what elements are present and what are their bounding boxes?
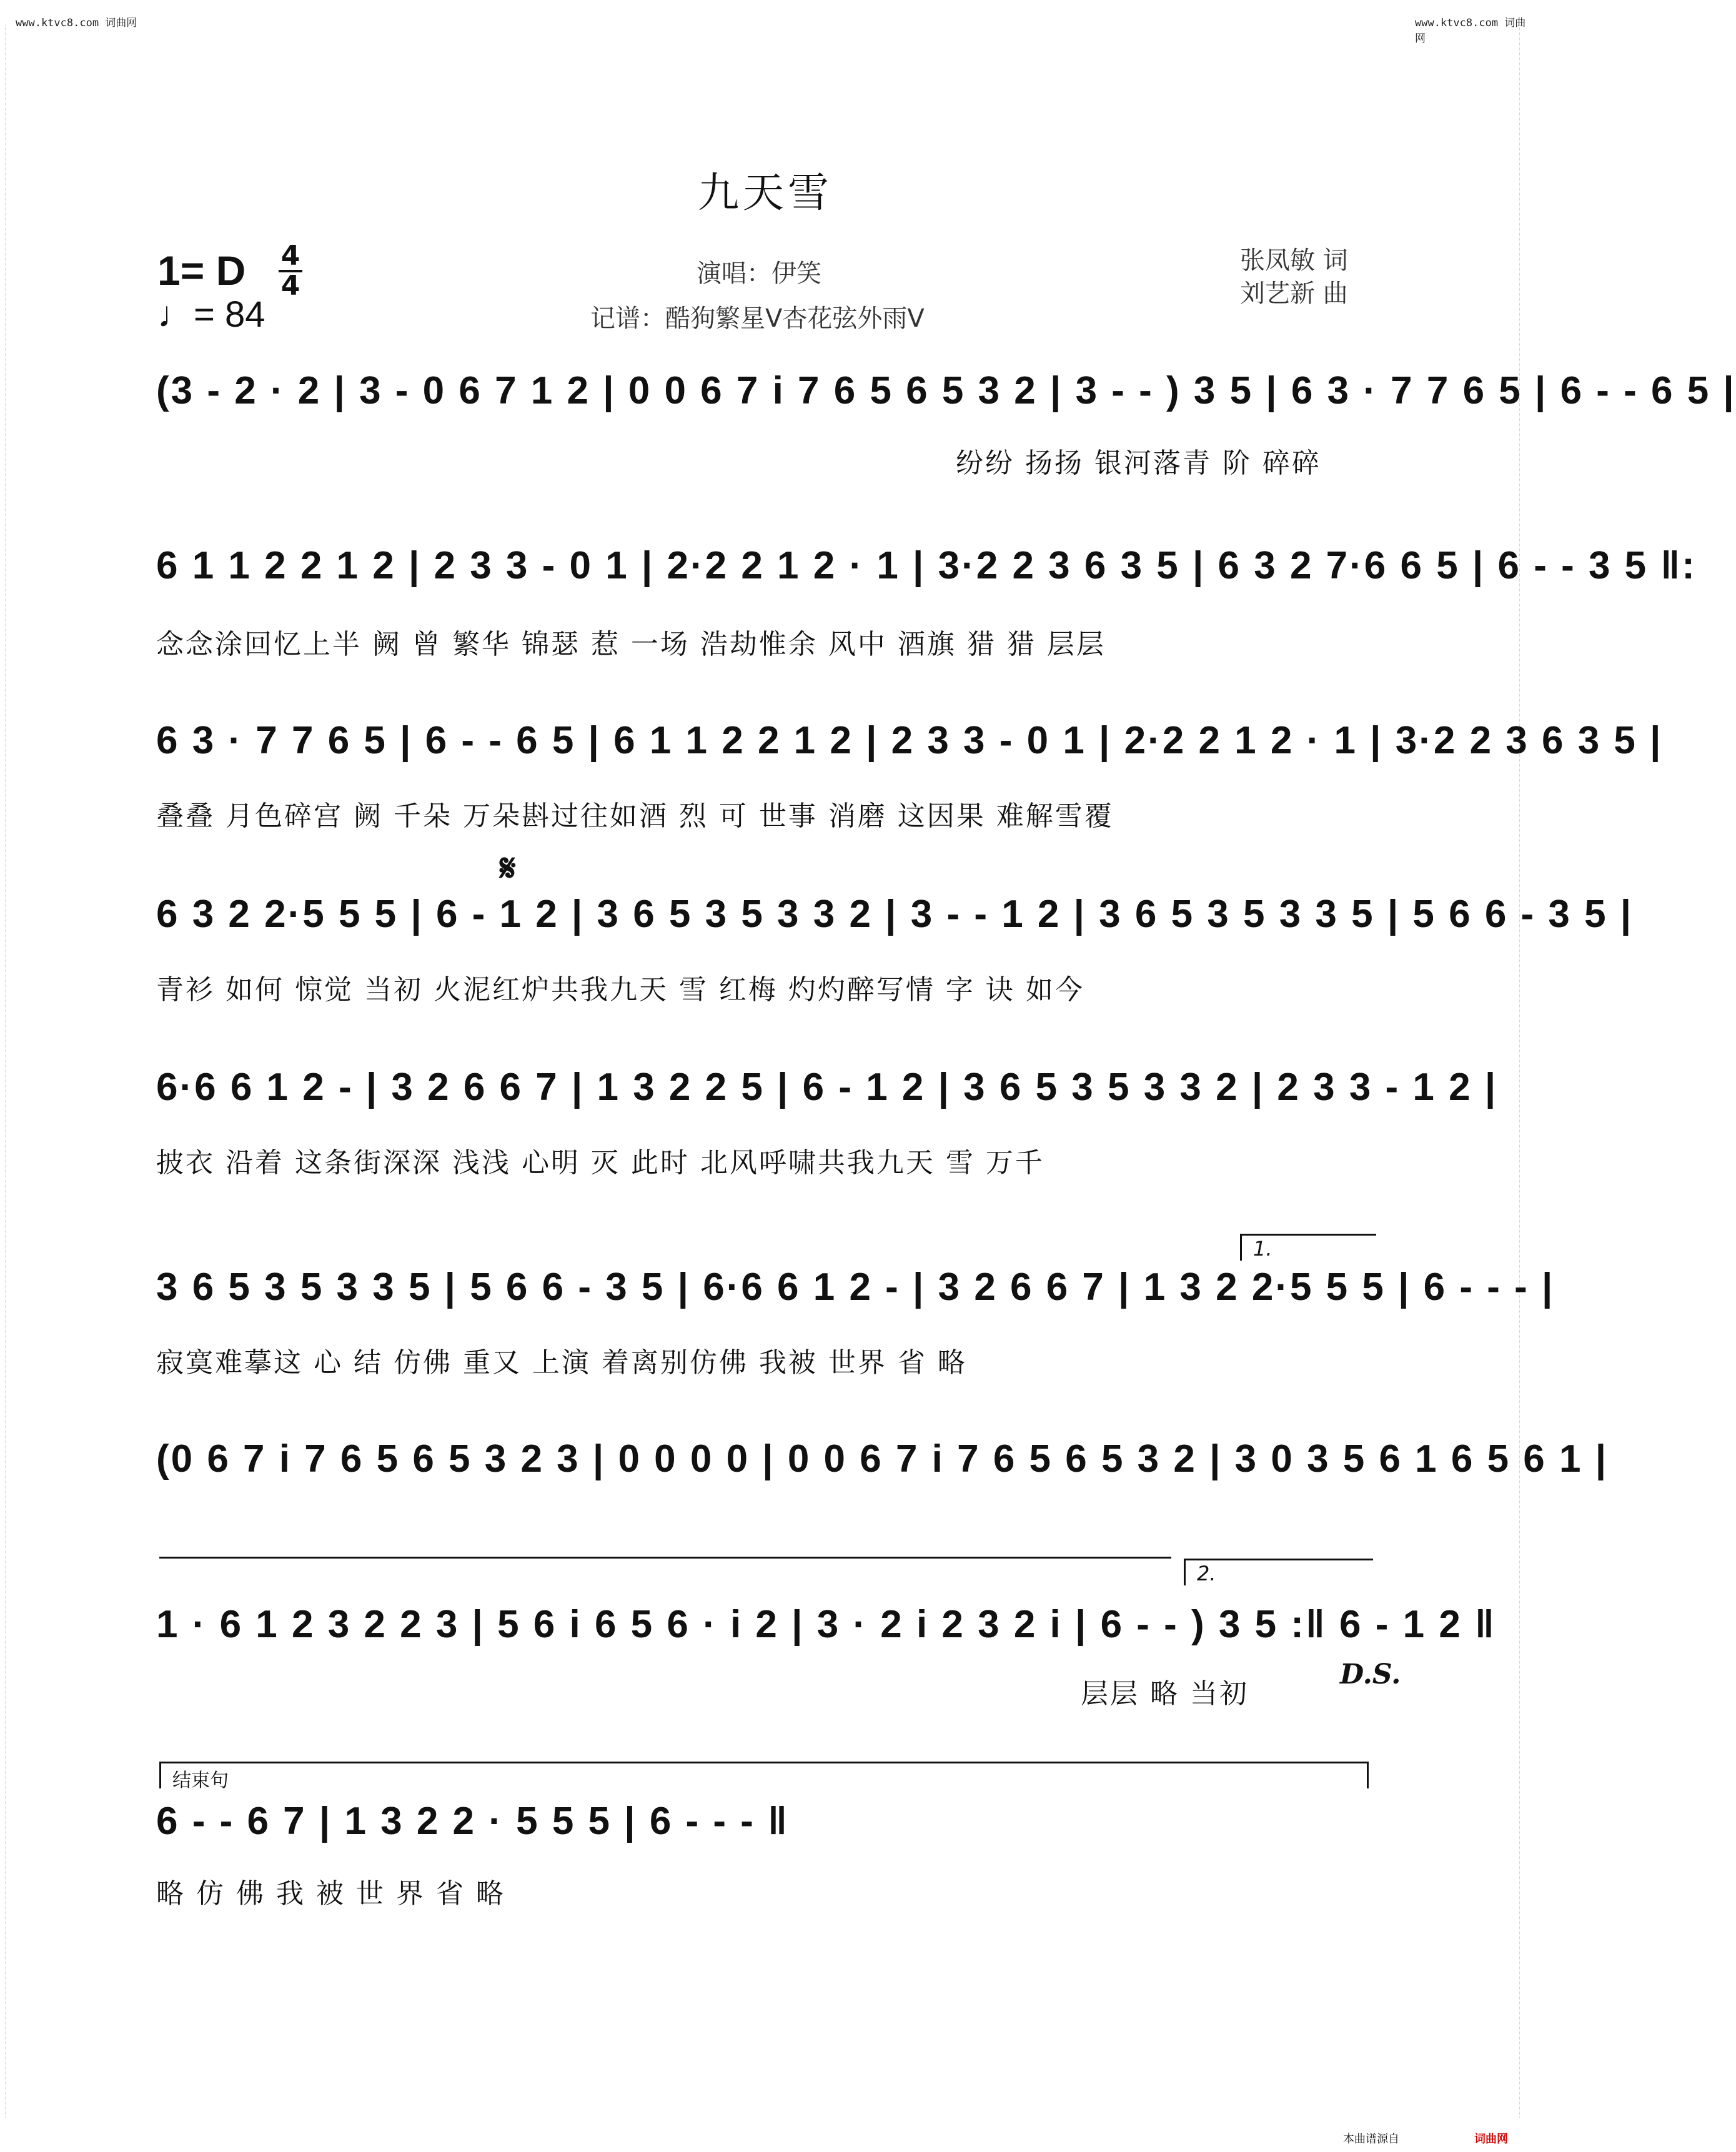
- notation-line-8: 1 · 6 1 2 3 2 2 3 | 5 6 i 6 5 6 · i 2 | 3 · 2 i 2 3 2 i | 6 - - ) 3 5 :‖ 6 - 1 2 ‖: [156, 1603, 1496, 1646]
- song-title: 九天雪: [698, 169, 833, 217]
- coda-bracket: [159, 1762, 1369, 1792]
- interlude-bracket: [159, 1557, 1171, 1559]
- time-signature-top: 4: [280, 240, 300, 272]
- header-site-left: www.ktvc8.com 词曲网: [16, 17, 137, 29]
- time-signature-bottom: 4: [279, 270, 302, 300]
- lyric-line-5: 披衣 沿着 这条街深深 浅浅 心明 灭 此时 北风呼啸共我九天 雪 万千: [156, 1147, 1044, 1179]
- segno-sign: 𝄋: [500, 846, 516, 890]
- coda-label: 结束句: [172, 1770, 229, 1792]
- scribe-credit: 记谱：酷狗繁星V杏花弦外雨V: [590, 304, 925, 333]
- volta-2-bracket: [1184, 1559, 1373, 1585]
- lyric-line-4: 青衫 如何 惊觉 当初 火泥红炉共我九天 雪 红梅 灼灼醉写情 字 诀 如今: [156, 974, 1084, 1006]
- notation-line-3: 6 3 · 7 7 6 5 | 6 - - 6 5 | 6 1 1 2 2 1 2 | 2 3 3 - 0 1 | 2·2 2 1 2 · 1 | 3·2 2 3 6 3 5 |: [156, 719, 1663, 762]
- lyric-line-3: 叠叠 月色碎宫 阙 千朵 万朵斟过往如酒 烈 可 世事 消磨 这因果 难解雪覆: [156, 800, 1114, 832]
- watermark-strip-right: [1519, 25, 1526, 2118]
- lyric-line-9: 略 仿 佛 我 被 世 界 省 略: [156, 1878, 505, 1910]
- watermark-strip-left: [5, 25, 12, 2118]
- volta-2-label: 2.: [1197, 1562, 1216, 1585]
- lyric-line-6: 寂寞难摹这 心 结 仿佛 重又 上演 着离别仿佛 我被 世界 省 略: [156, 1347, 967, 1379]
- notation-line-6: 3 6 5 3 5 3 3 5 | 5 6 6 - 3 5 | 6·6 6 1 2 - | 3 2 6 6 7 | 1 3 2 2·5 5 5 | 6 - - - |: [156, 1266, 1555, 1309]
- footer-source: 本曲谱源自: [1343, 2133, 1399, 2146]
- time-signature: [275, 242, 306, 300]
- notation-line-1: (3 - 2 · 2 | 3 - 0 6 7 1 2 | 0 0 6 7 i 7 6 5 6 5 3 2 | 3 - - ) 3 5 | 6 3 · 7 7 6 5 | 6 - - 6 5 |: [156, 369, 1736, 412]
- lyric-line-2: 念念涂回忆上半 阙 曾 繁华 锦瑟 惹 一场 浩劫惟余 风中 酒旗 猎 猎 层层: [156, 628, 1106, 660]
- volta-1-label: 1.: [1253, 1237, 1272, 1261]
- notation-line-2: 6 1 1 2 2 1 2 | 2 3 3 - 0 1 | 2·2 2 1 2 · 1 | 3·2 2 3 6 3 5 | 6 3 2 7·6 6 5 | 6 - - 3 5 ‖:: [156, 544, 1697, 587]
- notation-line-5: 6·6 6 1 2 - | 3 2 6 6 7 | 1 3 2 2 5 | 6 - 1 2 | 3 6 5 3 5 3 3 2 | 2 3 3 - 1 2 |: [156, 1066, 1498, 1109]
- composer-credit: 刘艺新 曲: [1240, 279, 1348, 308]
- key-signature: 1= D: [157, 247, 246, 294]
- notation-line-9: 6 - - 6 7 | 1 3 2 2 · 5 5 5 | 6 - - - ‖: [156, 1800, 790, 1843]
- lyric-line-1: 纷纷 扬扬 银河落青 阶 碎碎: [956, 447, 1321, 479]
- lyricist-credit: 张凤敏 词: [1240, 246, 1348, 275]
- footer-site: 词曲网: [1474, 2133, 1508, 2146]
- singer-credit: 演唱：伊笑: [697, 259, 821, 288]
- lyric-line-8: 层层 略 当初: [1081, 1678, 1249, 1710]
- volta-1-bracket: [1240, 1234, 1376, 1261]
- header-site-right: www.ktvc8.com 词曲网: [1415, 17, 1526, 45]
- notation-line-7: (0 6 7 i 7 6 5 6 5 3 2 3 | 0 0 0 0 | 0 0 6 7 i 7 6 5 6 5 3 2 | 3 0 3 5 6 1 6 5 6 1 |: [156, 1437, 1609, 1480]
- notation-line-4: 6 3 2 2·5 5 5 | 6 - 1 2 | 3 6 5 3 5 3 3 2 | 3 - - 1 2 | 3 6 5 3 5 3 3 5 | 5 6 6 - 3 5 |: [156, 893, 1634, 936]
- tempo-mark: ♩= 84: [157, 294, 265, 335]
- da-segno-mark: D.S.: [1340, 1659, 1401, 1690]
